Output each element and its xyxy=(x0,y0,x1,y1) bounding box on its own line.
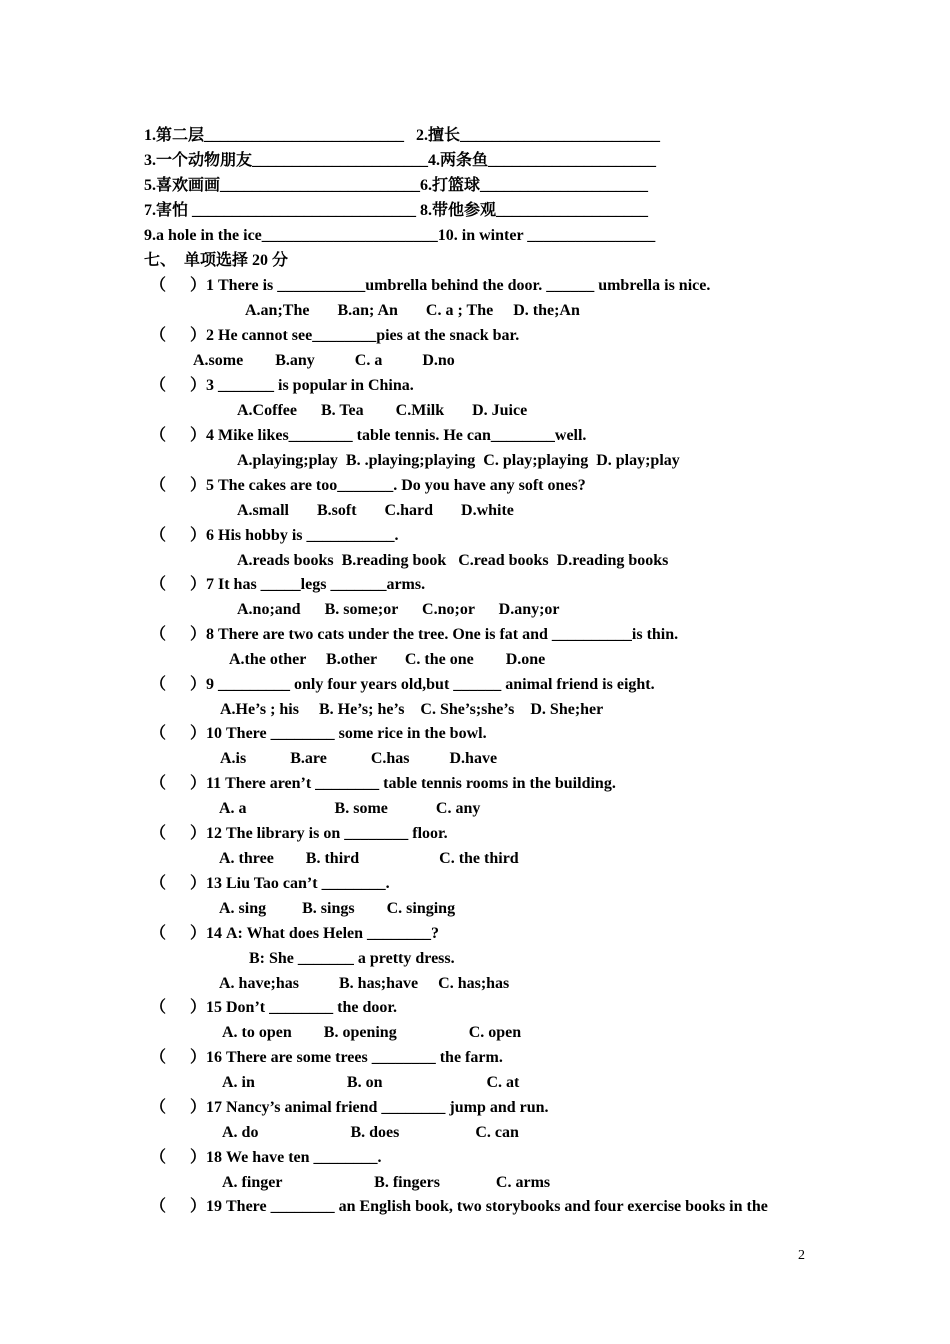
question-stem: （ ）11 There aren’t ________ table tennis rooms in the building. xyxy=(150,775,616,792)
question-stem: （ ）14 A: What does Helen ________? xyxy=(150,925,440,942)
question-stem: （ ）17 Nancy’s animal friend ________ jump and run. xyxy=(150,1099,549,1116)
question-stem: （ ）3 _______ is popular in China. xyxy=(150,377,414,394)
question-stem: （ ）7 It has _____legs _______arms. xyxy=(150,576,426,593)
question-options: B: She _______ a pretty dress. xyxy=(249,950,455,967)
question-options: A.is B.are C.has D.have xyxy=(220,750,498,767)
question-stem: （ ）12 The library is on ________ floor. xyxy=(150,825,448,842)
question-options: A. to open B. opening C. open xyxy=(222,1024,522,1041)
question-options: A.small B.soft C.hard D.white xyxy=(237,502,514,519)
vocab-line-1: 1.第二层_________________________ 2.擅长_________________________ xyxy=(144,127,661,144)
question-stem: （ ）8 There are two cats under the tree. One is fat and __________is thin. xyxy=(150,626,679,643)
question-stem: （ ）1 There is ___________umbrella behind the door. ______ umbrella is nice. xyxy=(150,277,711,294)
question-options: A. sing B. sings C. singing xyxy=(219,900,456,917)
question-stem: （ ）2 He cannot see________pies at the snack bar. xyxy=(150,327,520,344)
question-options: A.an;The B.an; An C. a ; The D. the;An xyxy=(245,302,580,319)
question-options: A. a B. some C. any xyxy=(219,800,481,817)
question-stem: （ ）4 Mike likes________ table tennis. He can________well. xyxy=(150,427,587,444)
question-options: A.the other B.other C. the one D.one xyxy=(229,651,546,668)
question-stem: （ ）10 There ________ some rice in the bowl. xyxy=(150,725,487,742)
question-stem: （ ）19 There ________ an English book, two storybooks and four exercise books in the xyxy=(150,1198,768,1215)
vocab-line-5: 9.a hole in the ice______________________10. in winter ________________ xyxy=(144,227,656,244)
question-stem: （ ）6 His hobby is ___________. xyxy=(150,527,399,544)
vocab-line-4: 7.害怕 ____________________________ 8.带他参观___________________ xyxy=(144,202,649,219)
question-stem: （ ）15 Don’t ________ the door. xyxy=(150,999,397,1016)
question-options: A.no;and B. some;or C.no;or D.any;or xyxy=(237,601,560,618)
question-stem: （ ）9 _________ only four years old,but ______ animal friend is eight. xyxy=(150,676,655,693)
vocab-line-2: 3.一个动物朋友______________________4.两条鱼_____________________ xyxy=(144,152,657,169)
question-options: A.some B.any C. a D.no xyxy=(193,352,455,369)
page-number: 2 xyxy=(798,1248,805,1263)
question-stem: （ ）16 There are some trees ________ the farm. xyxy=(150,1049,503,1066)
question-options: A.playing;play B. .playing;playing C. play;playing D. play;play xyxy=(237,452,680,469)
question-options: A. in B. on C. at xyxy=(222,1074,520,1091)
question-options: A.He’s ; his B. He’s; he’s C. She’s;she’s D. She;her xyxy=(220,701,604,718)
question-stem: （ ）13 Liu Tao can’t ________. xyxy=(150,875,390,892)
question-options: A.Coffee B. Tea C.Milk D. Juice xyxy=(237,402,528,419)
question-options: A. do B. does C. can xyxy=(222,1124,519,1141)
question-options: A. three B. third C. the third xyxy=(219,850,519,867)
question-stem: （ ）18 We have ten ________. xyxy=(150,1149,382,1166)
question-stem: （ ）5 The cakes are too_______. Do you have any soft ones? xyxy=(150,477,586,494)
section-title: 七、 单项选择 20 分 xyxy=(144,252,289,269)
vocab-line-3: 5.喜欢画画_________________________6.打篮球_____________________ xyxy=(144,177,649,194)
question-options: A.reads books B.reading book C.read books D.reading books xyxy=(237,552,669,569)
question-options: A. have;has B. has;have C. has;has xyxy=(219,975,510,992)
question-options: A. finger B. fingers C. arms xyxy=(222,1174,551,1191)
